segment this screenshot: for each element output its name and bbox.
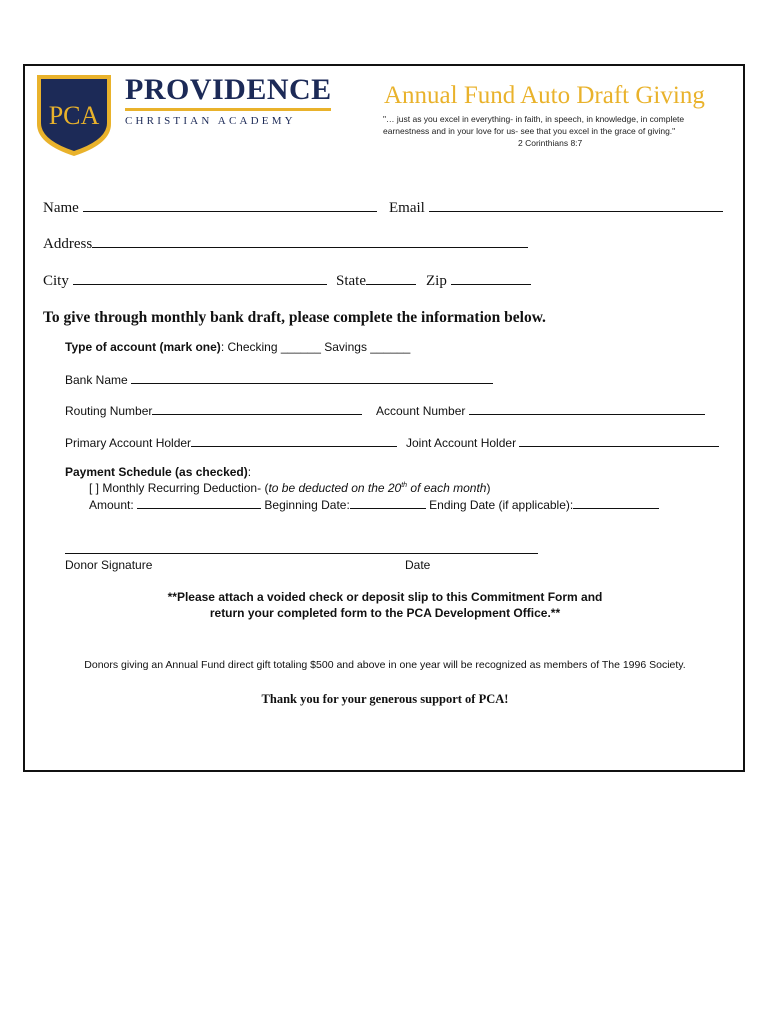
bank-name-label: Bank Name <box>65 373 128 387</box>
form-title: Annual Fund Auto Draft Giving <box>384 82 705 109</box>
amount-line[interactable] <box>137 496 261 509</box>
state-line[interactable] <box>366 272 416 285</box>
checking-blank[interactable]: ______ <box>280 340 321 354</box>
school-crest-logo <box>34 72 114 158</box>
account-number-field[interactable] <box>376 402 705 418</box>
school-brand <box>125 74 332 127</box>
ending-date-label: Ending Date (if applicable): <box>429 498 574 512</box>
joint-holder-label: Joint Account Holder <box>406 436 517 450</box>
signature-line[interactable] <box>65 553 538 554</box>
name-label: Name <box>43 200 79 216</box>
amount-label: Amount: <box>89 498 134 512</box>
amount-dates-row <box>89 496 659 512</box>
savings-blank[interactable]: ______ <box>370 340 411 354</box>
routing-number-label: Routing Number <box>65 404 153 418</box>
joint-holder-line[interactable] <box>519 434 719 447</box>
primary-holder-field[interactable] <box>65 434 397 450</box>
monthly-note-text: to be deducted on the 20 <box>268 481 402 495</box>
routing-number-field[interactable] <box>65 402 362 418</box>
savings-label: Savings <box>324 340 367 354</box>
attach-instruction-line2: return your completed form to the PCA Development Office.** <box>209 606 561 620</box>
zip-field[interactable] <box>426 272 531 290</box>
ending-date-line[interactable] <box>573 496 659 509</box>
name-field[interactable] <box>43 199 377 217</box>
account-number-line[interactable] <box>469 402 705 415</box>
address-line[interactable] <box>92 235 528 248</box>
account-type-row: Type of account (mark one): Checking ______ Savings ______ <box>65 340 411 354</box>
monthly-note-superscript: th <box>401 482 408 489</box>
email-line[interactable] <box>429 199 723 212</box>
instructions-heading: To give through monthly bank draft, please complete the information below. <box>43 309 546 326</box>
address-label: Address <box>43 236 93 252</box>
scripture-reference: 2 Corinthians 8:7 <box>518 138 583 148</box>
email-field[interactable] <box>389 199 723 217</box>
zip-line[interactable] <box>451 272 531 285</box>
monthly-note-tail: of each month <box>407 481 487 495</box>
zip-label: Zip <box>426 273 447 289</box>
logo-monogram: PCA <box>48 101 100 130</box>
primary-holder-line[interactable] <box>191 434 397 447</box>
email-label: Email <box>389 200 425 216</box>
brand-divider <box>125 108 331 111</box>
state-label: State <box>336 273 366 289</box>
thank-you-message: Thank you for your generous support of PCA! <box>261 692 509 706</box>
address-field[interactable] <box>43 235 528 253</box>
school-name: PROVIDENCE <box>125 73 332 106</box>
state-field[interactable] <box>336 272 416 290</box>
city-field[interactable] <box>43 272 327 290</box>
city-line[interactable] <box>73 272 327 285</box>
society-note: Donors giving an Annual Fund direct gift totaling $500 and above in one year will be recognized as members of The 1996 Society. <box>84 659 686 671</box>
monthly-deduction-label: Monthly Recurring Deduction- <box>102 481 262 495</box>
city-label: City <box>43 273 69 289</box>
scripture-quote-line2: earnestness and in your love for us- see that you excel in the grace of giving." <box>383 126 676 136</box>
scripture-quote-line1: "… just as you excel in everything- in faith, in speech, in knowledge, in complete <box>383 114 685 124</box>
joint-holder-field[interactable] <box>406 434 719 450</box>
account-type-label: Type of account (mark one) <box>65 340 221 354</box>
name-line[interactable] <box>83 199 377 212</box>
account-number-label: Account Number <box>376 404 466 418</box>
checking-label: Checking <box>227 340 278 354</box>
primary-holder-label: Primary Account Holder <box>65 436 192 450</box>
signature-date-label: Date <box>405 558 431 572</box>
donor-signature-label: Donor Signature <box>65 558 153 572</box>
monthly-deduction-row: [ ] Monthly Recurring Deduction- (to be deducted on the 20th of each month) <box>89 481 491 495</box>
monthly-checkbox[interactable]: [ ] <box>89 481 100 495</box>
attach-instruction-line1: **Please attach a voided check or deposit slip to this Commitment Form and <box>167 590 603 604</box>
bank-name-line[interactable] <box>131 371 493 384</box>
beginning-date-line[interactable] <box>350 496 426 509</box>
school-subtitle: CHRISTIAN ACADEMY <box>125 115 296 127</box>
payment-schedule-heading: Payment Schedule (as checked): <box>65 465 252 479</box>
routing-number-line[interactable] <box>152 402 362 415</box>
bank-name-field[interactable] <box>65 371 493 387</box>
beginning-date-label: Beginning Date: <box>264 498 350 512</box>
